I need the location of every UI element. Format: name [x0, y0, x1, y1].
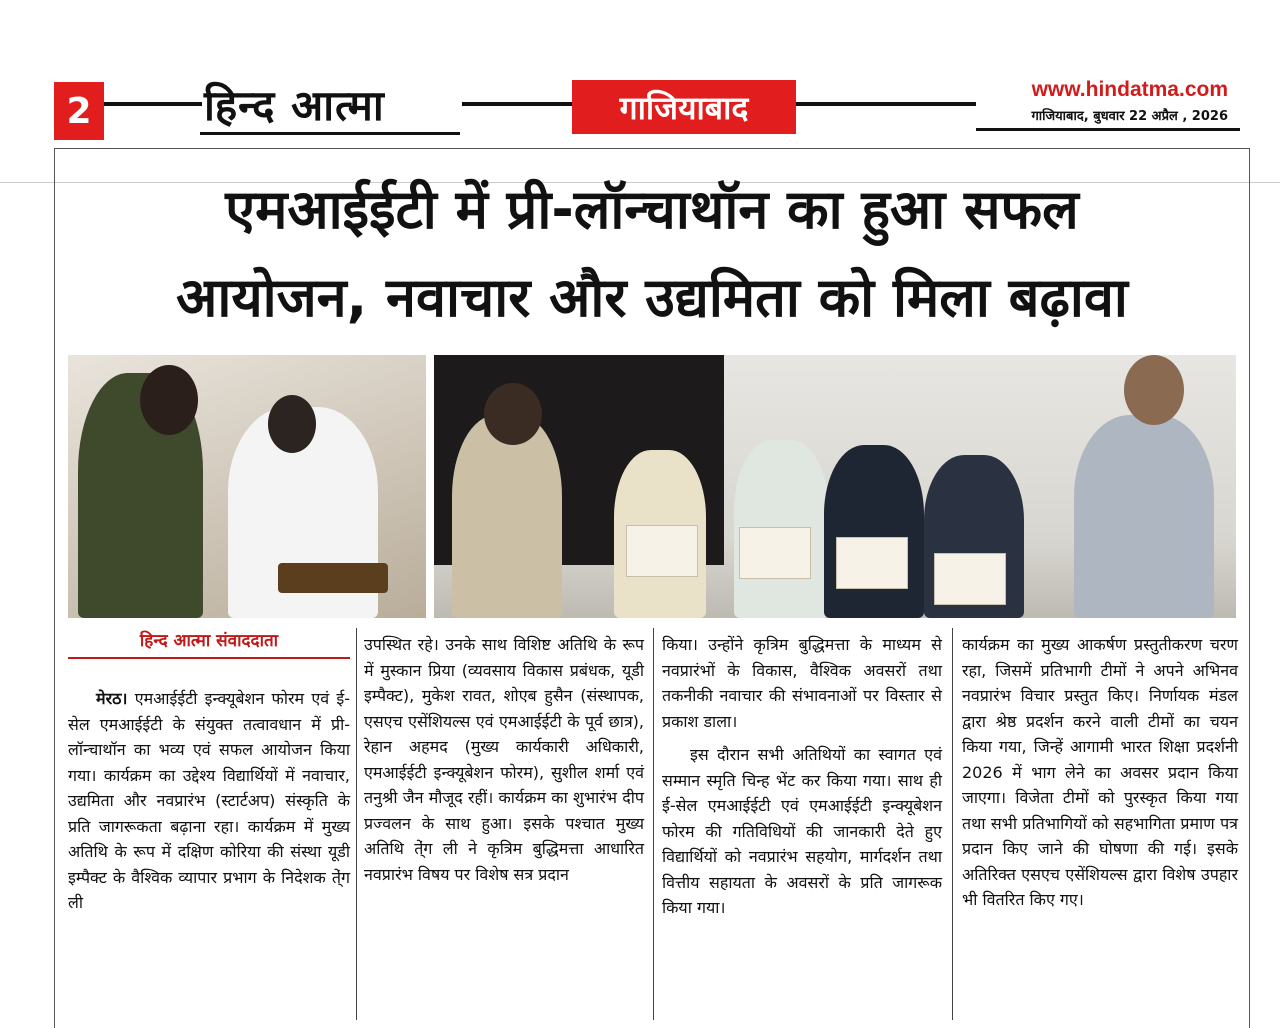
edition-city-tag: गाजियाबाद: [572, 80, 796, 134]
article-column-4: [962, 632, 1238, 913]
article-paragraph: इस दौरान सभी अतिथियों का स्वागत एवं सम्मान स्मृति चिन्ह भेंट कर किया गया। साथ ही ई-सेल एमआईईटी एवं एमआईईटी इन्क्यूबेशन फोरम की गतिविधियों की जानकारी देते हुए विद्यार्थियों को नवप्रारंभ सहयोग, मार्गदर्शन तथा वित्तीय सहायता के अवसरों के प्रति जागरूक किया गया।: [662, 745, 942, 917]
masthead-rule: [796, 102, 976, 106]
article-byline: हिन्द आत्मा संवाददाता: [68, 628, 350, 659]
page-number: 2: [54, 82, 104, 140]
photo-certificate: [739, 527, 811, 579]
article-headline: [64, 166, 1240, 342]
masthead-rule: [462, 102, 572, 106]
photo-figure-head: [1124, 355, 1184, 425]
article-column-3: [662, 632, 942, 921]
photo-figure: [1074, 415, 1214, 618]
website-url: www.hindatma.com: [1031, 78, 1228, 101]
article-paragraph: उपस्थित रहे। उनके साथ विशिष्ट अतिथि के रूप में मुस्कान प्रिया (व्यवसाय विकास प्रबंधक, यूडी इम्पैक्ट), मुकेश रावत, शोएब हुसैन (संस्थापक, एसएच एसेंशियल्स एवं एमआईईटी के पूर्व छात्र), रेहान अहमद (मुख्य कार्यकारी अधिकारी, एमआईईटी इन्क्यूबेशन फोरम), सुशील शर्मा एवं तनुश्री जैन मौजूद रहीं। कार्यक्रम का शुभारंभ दीप प्रज्वलन के साथ हुआ। इसके पश्चात मुख्य अतिथि ते्ंग ली ने कृत्रिम बुद्धिमत्ता आधारित नवप्रारंभ विषय पर विशेष सत्र प्रदान: [364, 635, 644, 884]
photo-figure: [824, 445, 924, 618]
edition-dateline: गाजियाबाद, बुधवार 22 अप्रैल , 2026: [1031, 109, 1228, 124]
photo-figure: [452, 415, 562, 618]
photo-figure-head: [268, 395, 316, 453]
photo-certificate: [836, 537, 908, 589]
photo-certificate: [934, 553, 1006, 605]
newspaper-title: हिन्द आत्मा: [204, 81, 385, 130]
headline-line-2: आयोजन, नवाचार और उद्यमिता को मिला बढ़ावा: [176, 266, 1128, 329]
photo-lamp-lighting: [68, 355, 426, 618]
column-rule: [356, 628, 357, 1020]
photo-lamp: [278, 563, 388, 593]
masthead-underline: [200, 132, 460, 135]
article-column-2: [364, 632, 644, 887]
column-rule: [653, 628, 654, 1020]
article-column-1: [68, 686, 350, 916]
photo-award-ceremony: [434, 355, 1236, 618]
dateline-rule: [976, 128, 1240, 131]
column-rule: [952, 628, 953, 1020]
article-paragraph: किया। उन्होंने कृत्रिम बुद्धिमत्ता के माध्यम से नवप्रारंभों के विकास, वैश्विक अवसरों तथा तकनीकी नवाचार की संभावनाओं पर विस्तार से प्रकाश डाला।: [662, 635, 942, 731]
masthead-rule: [104, 102, 202, 106]
photo-figure-head: [484, 383, 542, 445]
photo-certificate: [626, 525, 698, 577]
photo-figure-head: [140, 365, 198, 435]
article-dateline-place: मेरठ।: [96, 689, 128, 708]
article-paragraph: एमआईईटी इन्क्यूबेशन फोरम एवं ई-सेल एमआईईटी के संयुक्त तत्वावधान में प्री-लॉन्चाथॉन का भव्य एवं सफल आयोजन किया गया। कार्यक्रम का उद्देश्य विद्यार्थियों में नवाचार, उद्यमिता और नवप्रारंभ (स्टार्टअप) संस्कृति के प्रति जागरूकता बढ़ाना रहा। कार्यक्रम में मुख्य अतिथि के रूप में दक्षिण कोरिया की संस्था यूडी इम्पैक्ट के वैश्विक व्यापार प्रभाग के निदेशक ते्ंग ली: [68, 689, 350, 912]
article-paragraph: कार्यक्रम का मुख्य आकर्षण प्रस्तुतीकरण चरण रहा, जिसमें प्रतिभागी टीमों ने अपने अभिनव नवप्रारंभ विचार प्रस्तुत किए। निर्णायक मंडल द्वारा श्रेष्ठ प्रदर्शन करने वाली टीमों का चयन किया गया, जिन्हें आगामी भारत शिक्षा प्रदर्शनी 2026 में भाग लेने का अवसर प्रदान किया जाएगा। विजेता टीमों को पुरस्कृत किया गया तथा सभी प्रतिभागियों को सहभागिता प्रमाण पत्र प्रदान किए जाने की घोषणा की गई। इसके अतिरिक्त एसएच एसेंशियल्स द्वारा विशेष उपहार भी वितरित किए गए।: [962, 635, 1238, 909]
headline-line-1: एमआईईटी में प्री-लॉन्चाथॉन का हुआ सफल: [225, 178, 1079, 241]
